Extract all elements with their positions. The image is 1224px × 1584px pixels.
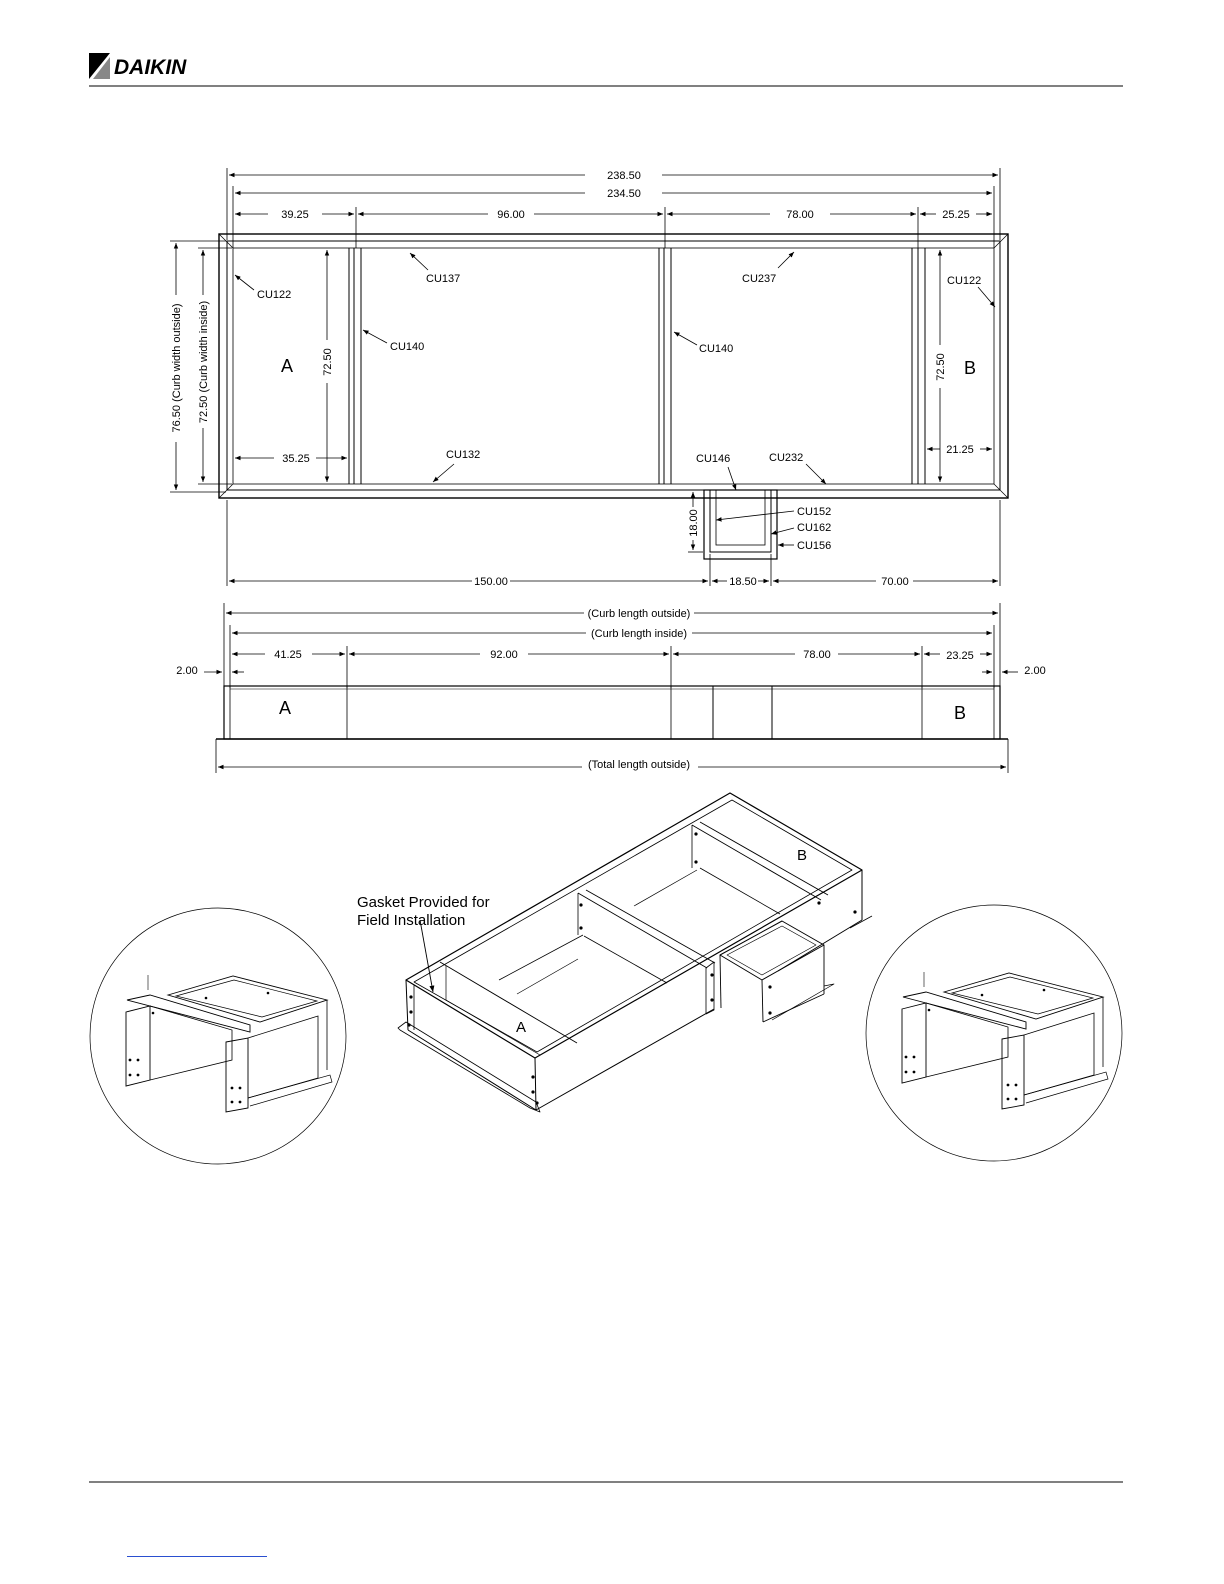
cross-member-2: [659, 248, 671, 484]
dim-side-segment-2: 92.00: [490, 649, 518, 661]
plan-inner-frame: [227, 241, 1000, 490]
dim-overall-inner: 234.50: [607, 188, 641, 200]
iso-label-b: B: [797, 847, 808, 864]
gasket-note-line1: Gasket Provided for: [357, 894, 490, 911]
iso-view: [398, 793, 872, 1112]
side-duct-opening: [713, 686, 772, 739]
callout-cu152: CU152: [797, 506, 832, 518]
callout-cu232: CU232: [769, 452, 804, 464]
callout-cu132: CU132: [446, 449, 481, 461]
daikin-logo: [89, 53, 187, 79]
dim-top-segment-3: 78.00: [786, 209, 814, 221]
dim-curb-length-inside: (Curb length inside): [591, 628, 687, 640]
dim-curb-width-outside: 76.50 (Curb width outside): [171, 303, 183, 433]
footer-link-underline[interactable]: [127, 1556, 267, 1557]
brand-name: DAIKIN: [114, 56, 187, 79]
dim-lower-right: 21.25: [946, 444, 974, 456]
dim-top-segment-4: 25.25: [942, 209, 970, 221]
callout-cu156: CU156: [797, 540, 832, 552]
cross-member-1: [349, 248, 361, 484]
callout-cu146: CU146: [696, 453, 731, 465]
callout-cu122-left: CU122: [257, 289, 292, 301]
side-section-b-label: B: [954, 703, 967, 723]
dim-lower-left: 35.25: [282, 453, 310, 465]
plan-section-b-label: B: [964, 358, 977, 378]
dim-inner-height-right: 72.50: [935, 353, 947, 381]
callout-cu140-left: CU140: [390, 341, 425, 353]
side-curb-body: [224, 686, 1000, 739]
dim-duct-width: 18.50: [729, 576, 757, 588]
dim-edge-right: 2.00: [1024, 665, 1046, 677]
dim-overall-total: 238.50: [607, 170, 641, 182]
dim-inner-height-left: 72.50: [322, 348, 334, 376]
cross-member-3: [912, 248, 925, 484]
dim-top-segment-2: 96.00: [497, 209, 525, 221]
callout-cu122-right: CU122: [947, 275, 982, 287]
callout-cu162: CU162: [797, 522, 832, 534]
dim-curb-width-inside: 72.50 (Curb width inside): [198, 300, 210, 424]
dim-edge-left: 2.00: [176, 665, 198, 677]
dim-side-segment-3: 78.00: [803, 649, 831, 661]
detail-circle-left: [90, 908, 346, 1164]
dim-bottom-right: 70.00: [881, 576, 909, 588]
dim-curb-length-outside: (Curb length outside): [587, 608, 691, 620]
dim-bottom-left: 150.00: [474, 576, 508, 588]
dim-side-segment-1: 41.25: [274, 649, 302, 661]
iso-label-a: A: [516, 1019, 527, 1036]
detail-circle-right: [866, 905, 1122, 1161]
dim-duct-height: 18.00: [688, 509, 700, 537]
gasket-note-line2: Field Installation: [357, 912, 466, 929]
duct-extension: [704, 490, 777, 559]
callout-cu237: CU237: [742, 273, 777, 285]
plan-view: [219, 234, 1008, 559]
plan-section-a-label: A: [281, 356, 294, 376]
callout-cu140-right: CU140: [699, 343, 734, 355]
dim-total-length-outside: (Total length outside): [587, 759, 691, 771]
dim-side-segment-4: 23.25: [946, 650, 974, 662]
callout-cu137: CU137: [426, 273, 461, 285]
dim-top-segment-1: 39.25: [281, 209, 309, 221]
plan-dimension-lines: [170, 168, 1000, 586]
side-section-a-label: A: [279, 698, 292, 718]
